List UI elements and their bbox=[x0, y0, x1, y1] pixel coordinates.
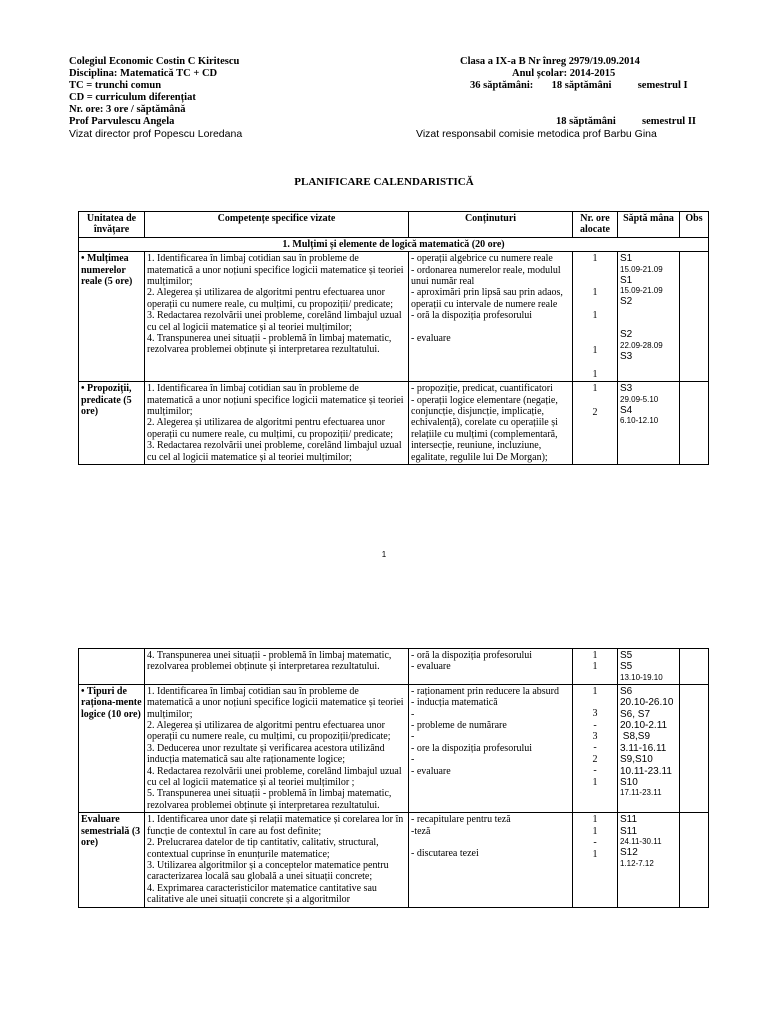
week-label: S5 bbox=[620, 650, 633, 661]
continut: - recapitulare pentru teză bbox=[411, 814, 511, 826]
continuturi-cell bbox=[409, 684, 573, 812]
header-left bbox=[69, 56, 239, 128]
competente-cell bbox=[145, 252, 409, 382]
continut: - discutarea tezei bbox=[411, 848, 479, 860]
ore-value: 3 bbox=[592, 708, 598, 720]
competenta: 3. Utilizarea algoritmilor și a conceptelor matematice pentru caracterizarea locală sau globală a unei situații concrete; bbox=[147, 859, 389, 883]
table-row bbox=[79, 649, 709, 685]
teacher-name: Prof Parvulescu Angela bbox=[69, 116, 175, 127]
continut: - probleme de numărare bbox=[411, 720, 507, 732]
week-dates: 22.09-28.09 bbox=[620, 340, 663, 350]
week-label: S4 bbox=[620, 404, 633, 416]
obs-cell bbox=[680, 382, 709, 465]
week-label: S11 bbox=[620, 814, 638, 826]
week-label: S2 bbox=[620, 296, 633, 308]
hours-note: Nr. ore: 3 ore / săptămână bbox=[69, 104, 186, 115]
ore-value: 2 bbox=[592, 753, 598, 765]
ore-value: 1 bbox=[592, 368, 598, 380]
ore-value: 1 bbox=[592, 814, 598, 826]
continut: - oră la dispoziția profesorului bbox=[411, 650, 533, 661]
ore-cell bbox=[573, 649, 618, 685]
competenta: 1. Identificarea unor date și relații matematice și corelarea lor în funcție de contextul în care au fost definite; bbox=[147, 814, 404, 837]
week-label: S6, S7 bbox=[620, 708, 651, 720]
ore-value: 1 bbox=[592, 286, 598, 298]
competente-cell bbox=[145, 813, 409, 907]
competenta: 4. Transpunerea unei situații - problemă în limbaj matematic, rezolvarea problemei obținute și interpretarea rezultatului. bbox=[147, 333, 392, 356]
week-dates: 3.11-16.11 bbox=[620, 742, 667, 754]
col-continuturi: Conținuturi bbox=[409, 212, 573, 238]
continut: - ore la dispoziția profesorului bbox=[411, 742, 533, 754]
ore-value bbox=[575, 697, 615, 708]
table-row bbox=[79, 382, 709, 465]
week-dates: 6.10-12.10 bbox=[620, 416, 659, 426]
continut: - bbox=[411, 731, 415, 743]
ore-value: 1 bbox=[592, 661, 598, 673]
week-label: S1 bbox=[620, 274, 633, 286]
continut: - bbox=[411, 708, 415, 720]
competenta: 5. Transpunerea unei situații - problemă în limbaj matematic, rezolvarea problemei obținute și interpretarea rezultatului. bbox=[147, 788, 392, 811]
vizat-director: Vizat director prof Popescu Loredana bbox=[69, 128, 243, 140]
competenta: 4. Exprimarea caracteristicilor matematice cantitative sau calitative ale unei situații concrete și a algoritmilor bbox=[147, 882, 377, 906]
table-row bbox=[79, 813, 709, 907]
class-line: Clasa a IX-a B Nr înreg 2979/19.09.2014 bbox=[460, 56, 640, 67]
vizat-responsabil: Vizat responsabil comisie metodica prof Barbu Gina bbox=[416, 128, 657, 140]
table-row bbox=[79, 252, 709, 382]
continut: -teză bbox=[411, 825, 431, 837]
continut: - operații algebrice cu numere reale bbox=[411, 253, 553, 265]
col-unit: Unitatea de învățare bbox=[79, 212, 145, 238]
obs-cell bbox=[680, 684, 709, 812]
plan-table-page1 bbox=[78, 211, 709, 465]
year-line: Anul școlar: 2014-2015 bbox=[512, 68, 616, 79]
school-name: Colegiul Economic Costin C Kiritescu bbox=[69, 56, 240, 67]
continuturi-cell bbox=[409, 252, 573, 382]
continut bbox=[411, 837, 570, 848]
continut: - propoziție, predicat, cuantificatori bbox=[411, 383, 553, 395]
unit-name: • Propoziții, predicate (5 ore) bbox=[79, 382, 145, 465]
competenta: 2. Prelucrarea datelor de tip cantitativ, calitativ, structural, contextual cuprinse în enunțurile matematice; bbox=[147, 837, 379, 860]
continuturi-cell bbox=[409, 813, 573, 907]
competente-cell bbox=[145, 382, 409, 465]
continut: - evaluare bbox=[411, 332, 451, 344]
week-dates: 10.11-23.11 bbox=[620, 765, 672, 777]
ore-cell bbox=[573, 813, 618, 907]
continut: - ordonarea numerelor reale, modulul unui număr real bbox=[411, 264, 561, 288]
week-dates: 15.09-21.09 bbox=[620, 286, 663, 296]
obs-cell bbox=[680, 649, 709, 685]
obs-cell bbox=[680, 813, 709, 907]
competenta: 2. Alegerea și utilizarea de algoritmi pentru efectuarea unor operații cu numere reale, cu mulțimi, cu propoziții/ predicate; bbox=[147, 417, 394, 440]
competenta: 1. Identificarea în limbaj cotidian sau în probleme de matematică a unor noțiuni specifice logicii matematice și teoriei mulțimilor; bbox=[147, 253, 404, 288]
competenta: 3. Redactarea rezolvării unei probleme, corelând limbajul uzual cu cel al logicii matematice și al teoriei mulțimilor; bbox=[147, 310, 402, 333]
continut: - inducția matematică bbox=[411, 697, 498, 709]
week-label: S6 bbox=[620, 685, 633, 697]
ore-cell bbox=[573, 252, 618, 382]
week-label: S9,S10 bbox=[620, 754, 653, 766]
saptamana-cell bbox=[618, 813, 680, 907]
sem2-line: 18 săptămâni semestrul II bbox=[556, 116, 697, 127]
week-label: S3 bbox=[620, 350, 633, 362]
ore-value: - bbox=[593, 742, 597, 754]
continut: - evaluare bbox=[411, 765, 451, 777]
ore-value: 1 bbox=[592, 848, 598, 860]
saptamana-cell bbox=[618, 649, 680, 685]
continut: - oră la dispoziția profesorului bbox=[411, 310, 533, 322]
unit-name: Evaluare semestrială (3 ore) bbox=[79, 813, 145, 907]
continuturi-cell bbox=[409, 382, 573, 465]
col-competente: Competențe specifice vizate bbox=[145, 212, 409, 238]
col-obs: Obs bbox=[680, 212, 709, 238]
continut: - raționament prin reducere la absurd bbox=[411, 685, 559, 697]
competenta: 2. Alegerea și utilizarea de algoritmi pentru efectuarea unor operații cu numere reale, cu mulțimi, cu propoziții/ predicate; bbox=[147, 287, 394, 310]
discipline: Disciplina: Matematică TC + CD bbox=[69, 68, 218, 79]
cd-note: CD = curriculum diferențiat bbox=[69, 92, 196, 103]
week-label: S3 bbox=[620, 383, 633, 395]
week-dates: 17.11-23.11 bbox=[620, 788, 662, 798]
week-label: S11 bbox=[620, 825, 638, 837]
page2-viewport bbox=[0, 648, 768, 1024]
ore-value: 1 bbox=[592, 383, 598, 395]
section-title: 1. Mulțimi și elemente de logică matematică (20 ore) bbox=[79, 237, 709, 251]
week-label: S1 bbox=[620, 253, 633, 265]
unit-name: • Tipuri de raționa-mente logice (10 ore) bbox=[79, 684, 145, 812]
competenta: 4. Redactarea rezolvării unei probleme, corelând limbajul uzual cu cel al logicii matematice și al teoriei mulțimilor ; bbox=[147, 765, 402, 789]
ore-value: 1 bbox=[592, 345, 598, 357]
ore-cell bbox=[573, 684, 618, 812]
ore-value: 1 bbox=[592, 253, 598, 265]
tc-note: TC = trunchi comun bbox=[69, 80, 162, 91]
competenta: 1. Identificarea în limbaj cotidian sau în probleme de matematică a unor noțiuni specifice logicii matematice și teoriei mulțimilor; bbox=[147, 685, 404, 720]
table-header-row bbox=[79, 212, 709, 238]
competenta: 1. Identificarea în limbaj cotidian sau în probleme de matematică a unor noțiuni specifice logicii matematice și teoriei mulțimilor; bbox=[147, 383, 404, 418]
competenta: 2. Alegerea și utilizarea de algoritmi pentru efectuarea unor operații cu numere reale, cu mulțimi, cu propoziții/predicate; bbox=[147, 720, 391, 743]
ore-cell bbox=[573, 382, 618, 465]
continut: - evaluare bbox=[411, 661, 451, 673]
continut: - aproximări prin lipsă sau prin adaos, operații cu intervale de numere reale bbox=[411, 287, 563, 310]
week-label: S2 bbox=[620, 329, 633, 341]
col-ore: Nr. ore alocate bbox=[573, 212, 618, 238]
competente-cell bbox=[145, 684, 409, 812]
ore-value: 1 bbox=[592, 310, 598, 322]
page-title: PLANIFICARE CALENDARISTICĂ bbox=[294, 176, 474, 188]
week-dates: 15.09-21.09 bbox=[620, 264, 663, 274]
continut: - bbox=[411, 754, 415, 766]
week-dates: 20.10-2.11 bbox=[620, 720, 668, 732]
week-dates: 13.10-19.10 bbox=[620, 672, 663, 682]
competenta: 3. Redactarea rezolvării unei probleme, corelând limbajul uzual cu cel al logicii matematice și al teoriei mulțimilor; bbox=[147, 440, 402, 463]
saptamana-cell bbox=[618, 382, 680, 465]
week-label: S5 bbox=[620, 661, 633, 673]
continut: - operații logice elementare (negație, conjuncție, disjuncție, implicație, echivalență), corelate cu operațiile și relațiile cu mulțimi (complementară, intersecție, reuniune, incluziune, egalitate, regulile lui De Morgan); bbox=[411, 394, 558, 463]
ore-value: - bbox=[593, 719, 597, 731]
competenta: 4. Transpunerea unei situații - problemă în limbaj matematic, rezolvarea problemei obținute și interpretarea rezultatului. bbox=[147, 650, 392, 673]
obs-cell bbox=[680, 252, 709, 382]
unit-name: • Mulțimea numerelor reale (5 ore) bbox=[79, 252, 145, 382]
week-label: S10 bbox=[620, 777, 638, 789]
week-dates: 1.12-7.12 bbox=[620, 858, 654, 868]
ore-value: 3 bbox=[592, 731, 598, 743]
unit-name bbox=[79, 649, 145, 685]
plan-table-page2 bbox=[78, 648, 709, 908]
ore-value: 1 bbox=[592, 825, 598, 837]
ore-value: 1 bbox=[592, 650, 598, 661]
ore-value: - bbox=[593, 765, 597, 777]
section-row bbox=[79, 237, 709, 251]
week-dates: 20.10-26.10 bbox=[620, 697, 674, 709]
week-dates: 29.09-5.10 bbox=[620, 394, 659, 404]
competente-cell bbox=[145, 649, 409, 685]
week-dates: 24.11-30.11 bbox=[620, 837, 662, 847]
week-label: S12 bbox=[620, 847, 638, 859]
competenta: 3. Deducerea unor rezultate și verificarea acestora utilizând inducția matematică sau alte raționamente logice; bbox=[147, 742, 385, 766]
week-label: S8,S9 bbox=[620, 731, 651, 743]
sem1-line: 36 săptămâni: 18 săptămâni semestrul I bbox=[470, 80, 688, 91]
ore-value: 1 bbox=[592, 776, 598, 788]
page-number: 1 bbox=[381, 550, 387, 559]
continuturi-cell bbox=[409, 649, 573, 685]
table-row bbox=[79, 684, 709, 812]
saptamana-cell bbox=[618, 684, 680, 812]
ore-value: - bbox=[593, 837, 597, 849]
saptamana-cell bbox=[618, 252, 680, 382]
ore-value: 2 bbox=[592, 406, 598, 418]
col-saptamana: Săptă mâna bbox=[618, 212, 680, 238]
ore-value: 1 bbox=[592, 685, 598, 697]
